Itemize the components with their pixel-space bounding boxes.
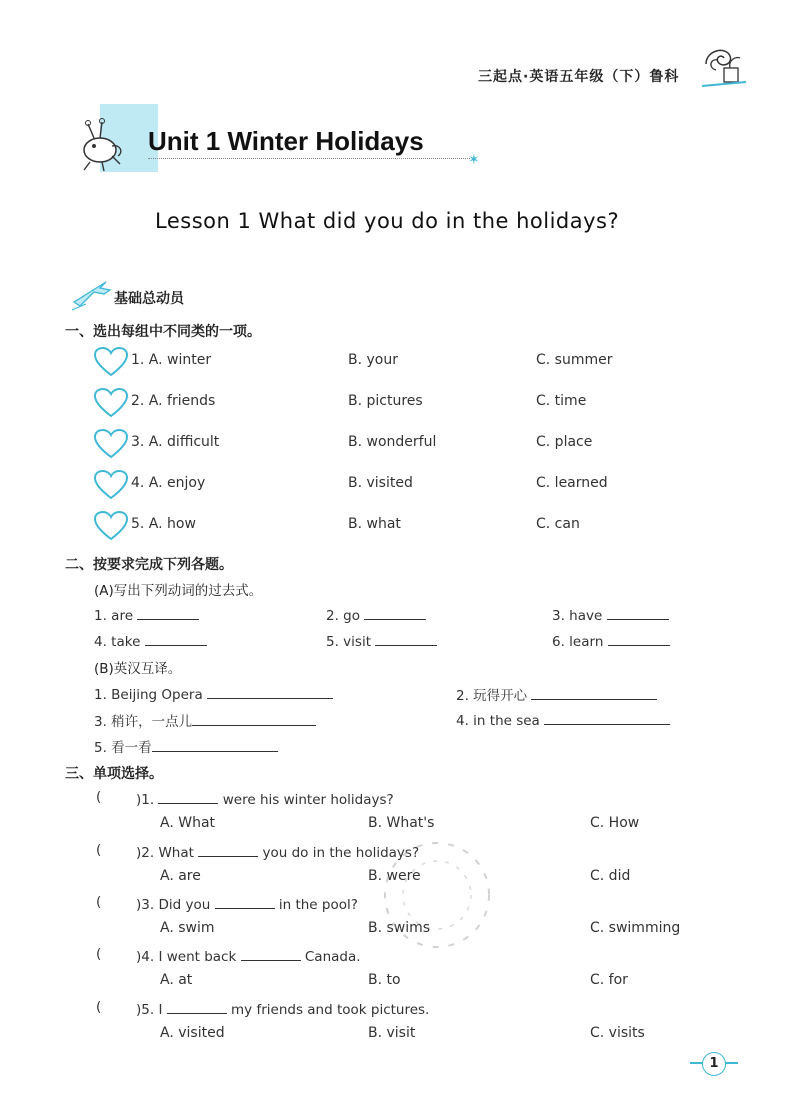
answer-blank[interactable] xyxy=(152,737,278,752)
translate-item-5: 5. 看一看 xyxy=(94,736,278,756)
answer-paren[interactable]: ( xyxy=(96,946,102,962)
option-b[interactable]: B. what xyxy=(348,516,401,532)
question-stem: )4. I went back Canada. xyxy=(136,946,361,965)
heart-icon xyxy=(93,469,129,505)
choice-option[interactable]: A. swim xyxy=(160,920,215,936)
choice-option[interactable]: A. visited xyxy=(160,1025,225,1041)
option-c[interactable]: C. summer xyxy=(536,352,613,368)
question-stem: )1. were his winter holidays? xyxy=(136,789,394,808)
answer-blank[interactable] xyxy=(167,999,227,1014)
option-b[interactable]: B. wonderful xyxy=(348,434,437,450)
answer-blank[interactable] xyxy=(145,631,207,646)
option-a[interactable]: 5. A. how xyxy=(131,516,196,532)
airplane-icon xyxy=(70,276,112,316)
question-stem: )5. I my friends and took pictures. xyxy=(136,999,429,1018)
watermark-stamp xyxy=(362,830,512,964)
answer-blank[interactable] xyxy=(207,684,333,699)
lesson-title: Lesson 1 What did you do in the holidays? xyxy=(155,209,620,233)
answer-blank[interactable] xyxy=(198,842,258,857)
answer-blank[interactable] xyxy=(375,631,437,646)
answer-blank[interactable] xyxy=(608,631,670,646)
choice-option[interactable]: C. swimming xyxy=(590,920,681,936)
choice-option[interactable]: A. What xyxy=(160,815,216,831)
answer-paren[interactable]: ( xyxy=(96,789,102,805)
answer-paren[interactable]: ( xyxy=(96,842,102,858)
choice-option[interactable]: B. What's xyxy=(368,815,435,831)
part2-sub-b: (B)英汉互译。 xyxy=(94,661,182,677)
verb-item-6: 6. learn xyxy=(552,631,670,650)
answer-blank[interactable] xyxy=(544,710,670,725)
heart-icon xyxy=(93,510,129,546)
translate-item-2: 2. 玩得开心 xyxy=(456,684,657,704)
translate-item-1: 1. Beijing Opera xyxy=(94,684,333,703)
part2-sub-a: (A)写出下列动词的过去式。 xyxy=(94,583,263,599)
option-a[interactable]: 4. A. enjoy xyxy=(131,475,206,491)
option-c[interactable]: C. can xyxy=(536,516,580,532)
option-a[interactable]: 3. A. difficult xyxy=(131,434,220,450)
answer-blank[interactable] xyxy=(241,946,301,961)
option-c[interactable]: C. place xyxy=(536,434,593,450)
verb-item-5: 5. visit xyxy=(326,631,437,650)
choice-option[interactable]: B. swims xyxy=(368,920,431,936)
choice-option[interactable]: C. visits xyxy=(590,1025,645,1041)
part3-heading: 三、单项选择。 xyxy=(65,766,163,782)
answer-blank[interactable] xyxy=(137,605,199,620)
translate-item-3: 3. 稍许，一点儿 xyxy=(94,710,316,730)
choice-option[interactable]: B. to xyxy=(368,972,401,988)
option-b[interactable]: B. your xyxy=(348,352,398,368)
verb-item-4: 4. take xyxy=(94,631,207,650)
verb-item-1: 1. are xyxy=(94,605,199,624)
answer-blank[interactable] xyxy=(607,605,669,620)
part1-heading: 一、选出每组中不同类的一项。 xyxy=(65,324,261,340)
question-stem: )3. Did you in the pool? xyxy=(136,894,358,913)
series-header: 三起点·英语五年级（下）鲁科 xyxy=(478,69,680,85)
choice-option[interactable]: B. were xyxy=(368,868,421,884)
choice-option[interactable]: A. at xyxy=(160,972,193,988)
verb-item-2: 2. go xyxy=(326,605,426,624)
answer-blank[interactable] xyxy=(192,711,316,726)
title-underline xyxy=(148,158,470,159)
page-number: 1 xyxy=(702,1052,726,1076)
answer-blank[interactable] xyxy=(215,894,275,909)
choice-option[interactable]: B. visit xyxy=(368,1025,416,1041)
choice-option[interactable]: C. How xyxy=(590,815,640,831)
bug-mascot-icon xyxy=(72,116,134,178)
option-c[interactable]: C. time xyxy=(536,393,587,409)
option-b[interactable]: B. visited xyxy=(348,475,413,491)
option-c[interactable]: C. learned xyxy=(536,475,608,491)
section-badge: 基础总动员 xyxy=(114,291,184,307)
plant-icon xyxy=(700,42,752,94)
answer-paren[interactable]: ( xyxy=(96,999,102,1015)
answer-blank[interactable] xyxy=(531,685,657,700)
choice-option[interactable]: A. are xyxy=(160,868,201,884)
translate-item-4: 4. in the sea xyxy=(456,710,670,729)
question-stem: )2. What you do in the holidays? xyxy=(136,842,419,861)
sparkle-icon: ✶ xyxy=(468,152,480,168)
choice-option[interactable]: C. for xyxy=(590,972,628,988)
choice-option[interactable]: C. did xyxy=(590,868,631,884)
unit-title: Unit 1 Winter Holidays xyxy=(148,126,424,156)
option-a[interactable]: 2. A. friends xyxy=(131,393,216,409)
option-a[interactable]: 1. A. winter xyxy=(131,352,212,368)
heart-icon xyxy=(93,346,129,382)
answer-blank[interactable] xyxy=(158,789,218,804)
verb-item-3: 3. have xyxy=(552,605,669,624)
heart-icon xyxy=(93,387,129,423)
part2-heading: 二、按要求完成下列各题。 xyxy=(65,557,233,573)
answer-paren[interactable]: ( xyxy=(96,894,102,910)
heart-icon xyxy=(93,428,129,464)
option-b[interactable]: B. pictures xyxy=(348,393,423,409)
answer-blank[interactable] xyxy=(364,605,426,620)
